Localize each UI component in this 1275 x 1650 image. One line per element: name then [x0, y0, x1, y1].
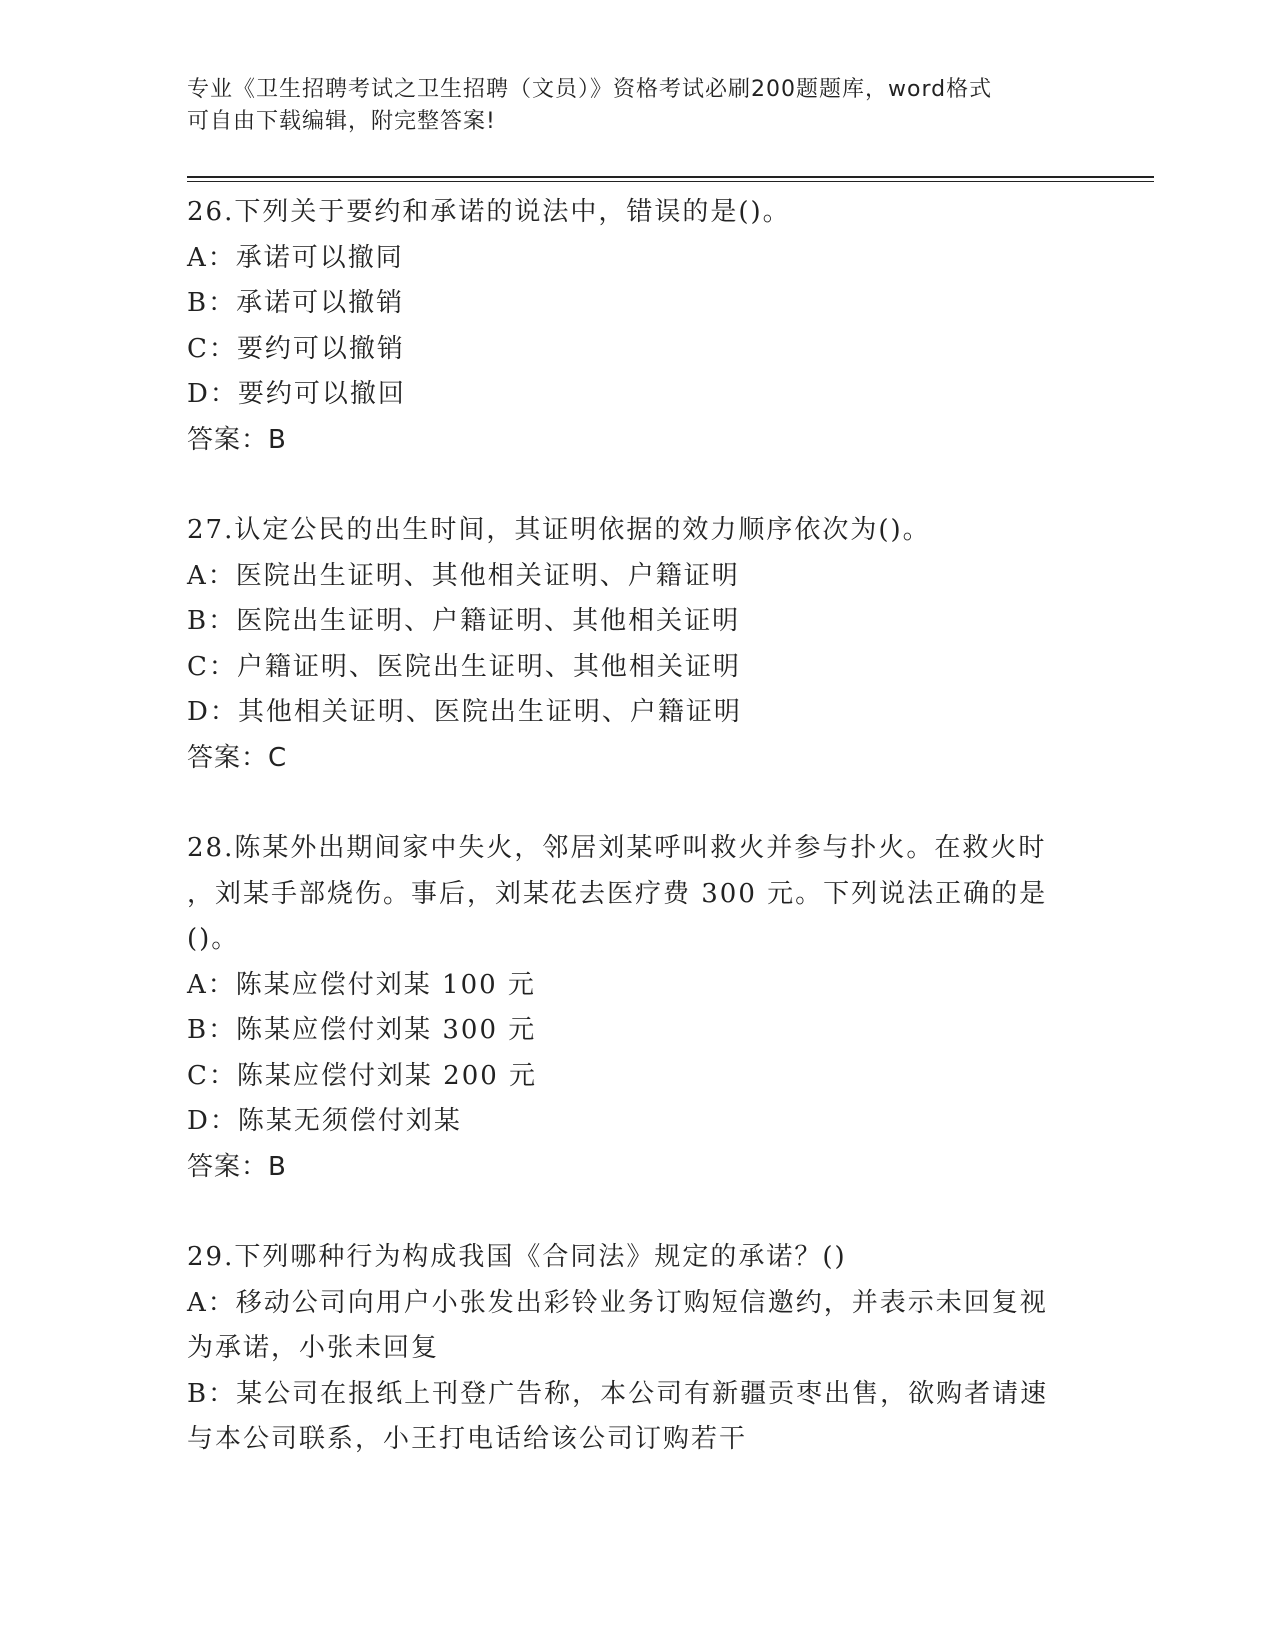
question-stem: ，刘某手部烧伤。事后，刘某花去医疗费 300 元。下列说法正确的是	[187, 878, 1048, 909]
question-list	[187, 190, 1087, 1463]
question-stem: ()。	[187, 924, 240, 954]
question-block	[187, 508, 1087, 781]
document-header	[187, 74, 1087, 138]
question-block	[187, 826, 1087, 1190]
option-a-continued: 为承诺，小张未回复	[187, 1333, 440, 1363]
question-stem: 28.陈某外出期间家中失火，邻居刘某呼叫救火并参与扑火。在救火时	[187, 833, 1047, 863]
option-d: D：要约可以撤回	[187, 379, 406, 409]
question-stem: 29.下列哪种行为构成我国《合同法》规定的承诺？()	[187, 1242, 847, 1272]
option-b: B：某公司在报纸上刊登广告称，本公司有新疆贡枣出售，欲购者请速	[187, 1378, 1049, 1409]
question-stem: 26.下列关于要约和承诺的说法中，错误的是()。	[187, 197, 791, 227]
option-d: D：其他相关证明、医院出生证明、户籍证明	[187, 697, 742, 727]
option-a: A：陈某应偿付刘某 100 元	[187, 969, 536, 1000]
option-b: B：陈某应偿付刘某 300 元	[187, 1015, 537, 1045]
option-c: C：要约可以撤销	[187, 333, 405, 364]
option-a: A：医院出生证明、其他相关证明、户籍证明	[187, 560, 740, 591]
header-line: 专业《卫生招聘考试之卫生招聘（文员）》资格考试必刷200题题库，word格式	[187, 77, 993, 102]
header-divider	[187, 176, 1154, 178]
question-stem: 27.认定公民的出生时间，其证明依据的效力顺序依次为()。	[187, 515, 931, 545]
option-d: D：陈某无须偿付刘某	[187, 1106, 462, 1136]
option-b: B：医院出生证明、户籍证明、其他相关证明	[187, 606, 741, 636]
option-c: C：户籍证明、医院出生证明、其他相关证明	[187, 651, 741, 682]
option-a: A：承诺可以撤同	[187, 242, 404, 273]
question-block	[187, 190, 1087, 463]
option-a: A：移动公司向用户小张发出彩铃业务订购短信邀约，并表示未回复视	[187, 1287, 1048, 1318]
option-c: C：陈某应偿付刘某 200 元	[187, 1060, 538, 1091]
answer-line: 答案：B	[187, 424, 287, 455]
question-block	[187, 1235, 1087, 1463]
answer-line: 答案：C	[187, 742, 288, 773]
option-b: B：承诺可以撤销	[187, 288, 405, 318]
answer-line: 答案：B	[187, 1151, 287, 1182]
header-divider-thin	[187, 181, 1154, 182]
option-b-continued: 与本公司联系，小王打电话给该公司订购若干	[187, 1424, 748, 1454]
header-line: 可自由下载编辑，附完整答案!	[187, 109, 496, 134]
